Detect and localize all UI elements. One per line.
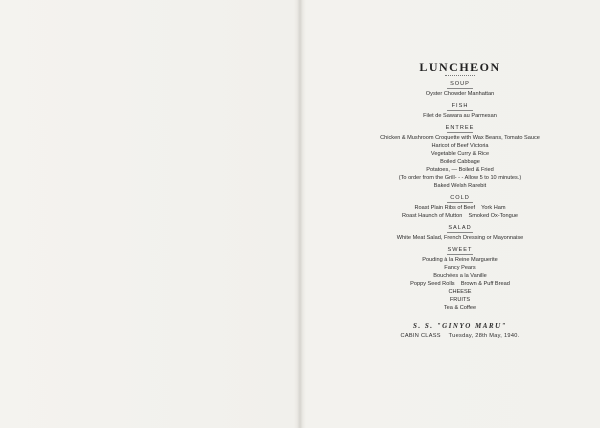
menu-title: LUNCHEON bbox=[419, 60, 501, 74]
section-heading: COLD bbox=[450, 195, 470, 201]
heading-rule bbox=[447, 88, 473, 89]
section-heading: SALAD bbox=[448, 225, 472, 231]
menu-item: Pouding à la Reine Marguerite bbox=[422, 257, 498, 263]
section-heading: FISH bbox=[451, 103, 469, 109]
section-sweet bbox=[345, 246, 575, 312]
menu-item: White Meat Salad, French Dressing or Mayonnaise bbox=[396, 235, 524, 241]
menu-item: Boiled Cabbage bbox=[440, 159, 480, 165]
luncheon-menu bbox=[345, 60, 575, 340]
menu-item: Potatoes, — Boiled & Fried bbox=[426, 167, 494, 173]
menu-item: Roast Plain Ribs of Beef York Ham bbox=[414, 205, 506, 211]
section-cold bbox=[345, 194, 575, 220]
menu-item: Oyster Chowder Manhattan bbox=[425, 91, 495, 97]
menu-item: CHEESE bbox=[448, 289, 472, 295]
section-heading: ENTREE bbox=[445, 125, 475, 131]
section-salad bbox=[345, 224, 575, 242]
menu-item: (To order from the Grill- - - Allow 5 to 10 minutes.) bbox=[398, 175, 522, 181]
menu-date: Tuesday, 28th May, 1940. bbox=[448, 333, 520, 339]
title-divider bbox=[445, 75, 475, 76]
heading-rule bbox=[447, 232, 473, 233]
section-soup bbox=[345, 80, 575, 98]
section-heading: SOUP bbox=[450, 81, 470, 87]
heading-rule bbox=[447, 202, 473, 203]
heading-rule bbox=[447, 110, 473, 111]
section-fish bbox=[345, 102, 575, 120]
menu-item: FRUITS bbox=[449, 297, 471, 303]
menu-item: Filet de Sawara au Parmesan bbox=[423, 113, 497, 119]
menu-item: Tea & Coffee bbox=[443, 305, 477, 311]
section-entree bbox=[345, 124, 575, 190]
menu-item: Vegetable Curry & Rice bbox=[430, 151, 490, 157]
menu-item: Chicken & Mushroom Croquette with Wax Beans, Tomato Sauce bbox=[380, 135, 540, 141]
menu-item: Fancy Pears bbox=[444, 265, 476, 271]
menu-item: Bouchées a la Vanille bbox=[433, 273, 487, 279]
menu-item: Haricot of Beef Victoria bbox=[431, 143, 489, 149]
cabin-class: CABIN CLASS bbox=[400, 333, 441, 339]
menu-footer bbox=[345, 332, 575, 340]
menu-item: Roast Haunch of Mutton Smoked Ox-Tongue bbox=[402, 213, 518, 219]
center-fold bbox=[297, 0, 303, 428]
ship-name: S. S. "GINYO MARU" bbox=[412, 322, 508, 330]
heading-rule bbox=[447, 254, 473, 255]
section-heading: SWEET bbox=[447, 247, 473, 253]
menu-item: Baked Welsh Rarebit bbox=[433, 183, 487, 189]
heading-rule bbox=[447, 132, 473, 133]
menu-item: Poppy Seed Rolls Brown & Puff Bread bbox=[410, 281, 510, 287]
